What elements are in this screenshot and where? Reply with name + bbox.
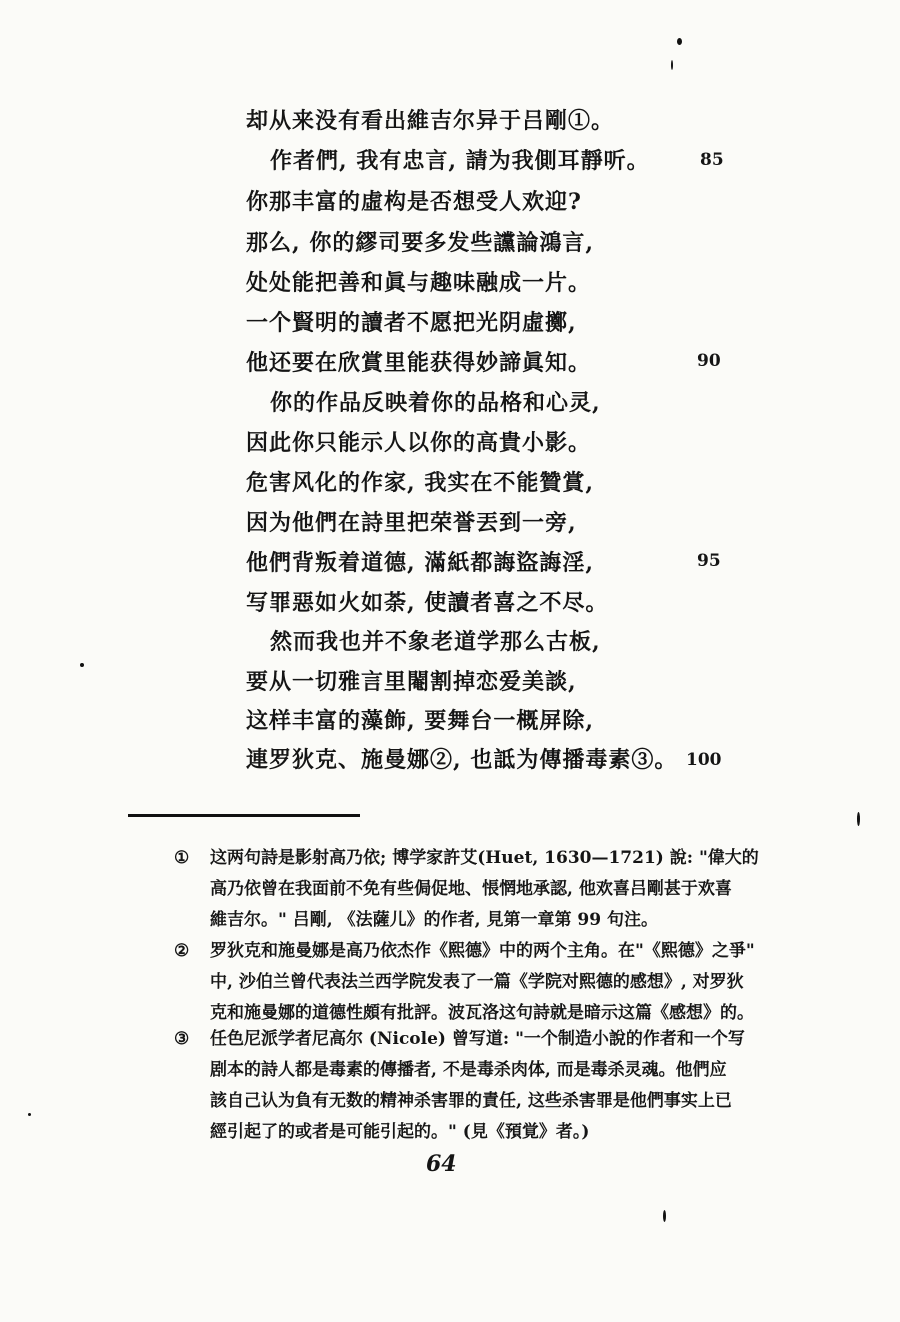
footnote-line: 剧本的詩人都是毒素的傳播者, 不是毒杀肉体, 而是毒杀灵魂。他們应 <box>210 1060 727 1080</box>
poem-line: 那么, 你的繆司要多发些讜論鴻言, <box>246 230 594 256</box>
line-number: 85 <box>700 150 724 170</box>
footnote-marker: ② <box>174 941 190 961</box>
poem-line: 作者們, 我有忠言, 請为我側耳靜听。 <box>270 148 650 174</box>
footnote-line: 高乃依曾在我面前不免有些侷促地、悵惘地承認, 他欢喜吕剛甚于欢喜 <box>210 879 732 899</box>
poem-line: 这样丰富的藻飾, 要舞台一概屏除, <box>246 708 594 734</box>
poem-line: 却从来没有看出維吉尔异于吕剛①。 <box>246 108 615 134</box>
scan-speck <box>80 663 84 667</box>
page-number: 64 <box>426 1151 457 1177</box>
footnote-line: 罗狄克和施曼娜是高乃依杰作《熙德》中的两个主角。在"《熙德》之爭" <box>210 941 755 961</box>
poem-line: 因此你只能示人以你的高貴小影。 <box>246 430 592 456</box>
line-number: 95 <box>697 551 721 571</box>
poem-line: 危害风化的作家, 我实在不能贊賞, <box>246 470 594 496</box>
footnote-marker: ① <box>174 848 190 868</box>
scan-speck <box>28 1113 31 1116</box>
scan-speck <box>671 60 673 70</box>
poem-line: 他还要在欣賞里能获得妙諦眞知。 <box>246 350 592 376</box>
scan-speck <box>663 1210 666 1222</box>
footnote-line: 这两句詩是影射高乃依; 博学家許艾(Huet, 1630—1721) 說: "偉大的 <box>210 848 759 868</box>
poem-line: 然而我也并不象老道学那么古板, <box>270 629 601 655</box>
footnote-3 <box>210 1024 770 1148</box>
footnote-marker: ③ <box>174 1029 190 1049</box>
scan-speck <box>677 38 682 45</box>
footnote-line: 經引起了的或者是可能引起的。" (見《預覚》者。) <box>210 1122 590 1142</box>
footnote-2 <box>210 936 770 1029</box>
line-number: 100 <box>686 750 722 770</box>
line-number: 90 <box>697 351 721 371</box>
footnote-rule <box>128 814 360 817</box>
poem-line: 处处能把善和眞与趣味融成一片。 <box>246 270 592 296</box>
scan-speck <box>857 812 860 826</box>
footnote-line: 任色尼派学者尼高尔 (Nicole) 曾写道: "一个制造小說的作者和一个写 <box>210 1029 745 1049</box>
poem-line: 連罗狄克、施曼娜②, 也詆为傳播毒素③。 <box>246 747 678 773</box>
poem-line: 你的作品反映着你的品格和心灵, <box>270 390 601 416</box>
footnote-line: 該自己认为負有无数的精神杀害罪的責任, 这些杀害罪是他們事实上已 <box>210 1091 732 1111</box>
poem-line: 要从一切雅言里閹割掉恋爱美談, <box>246 669 577 695</box>
poem-line: 因为他們在詩里把荣誉丟到一旁, <box>246 510 577 536</box>
poem-line: 写罪惡如火如荼, 使讀者喜之不尽。 <box>246 590 609 616</box>
footnote-1 <box>210 843 770 936</box>
poem-line: 他們背叛着道德, 滿紙都誨盜誨淫, <box>246 550 594 576</box>
footnote-line: 維吉尔。" 吕剛, 《法薩儿》的作者, 見第一章第 99 句注。 <box>210 910 658 930</box>
footnote-line: 克和施曼娜的道德性頗有批評。波瓦洛这句詩就是暗示这篇《感想》的。 <box>210 1003 754 1023</box>
poem-line: 一个賢明的讀者不愿把光阴虛擲, <box>246 310 577 336</box>
poem-line: 你那丰富的虛构是否想受人欢迎? <box>246 189 582 215</box>
footnote-line: 中, 沙伯兰曾代表法兰西学院发表了一篇《学院对熙德的感想》, 对罗狄 <box>210 972 744 992</box>
